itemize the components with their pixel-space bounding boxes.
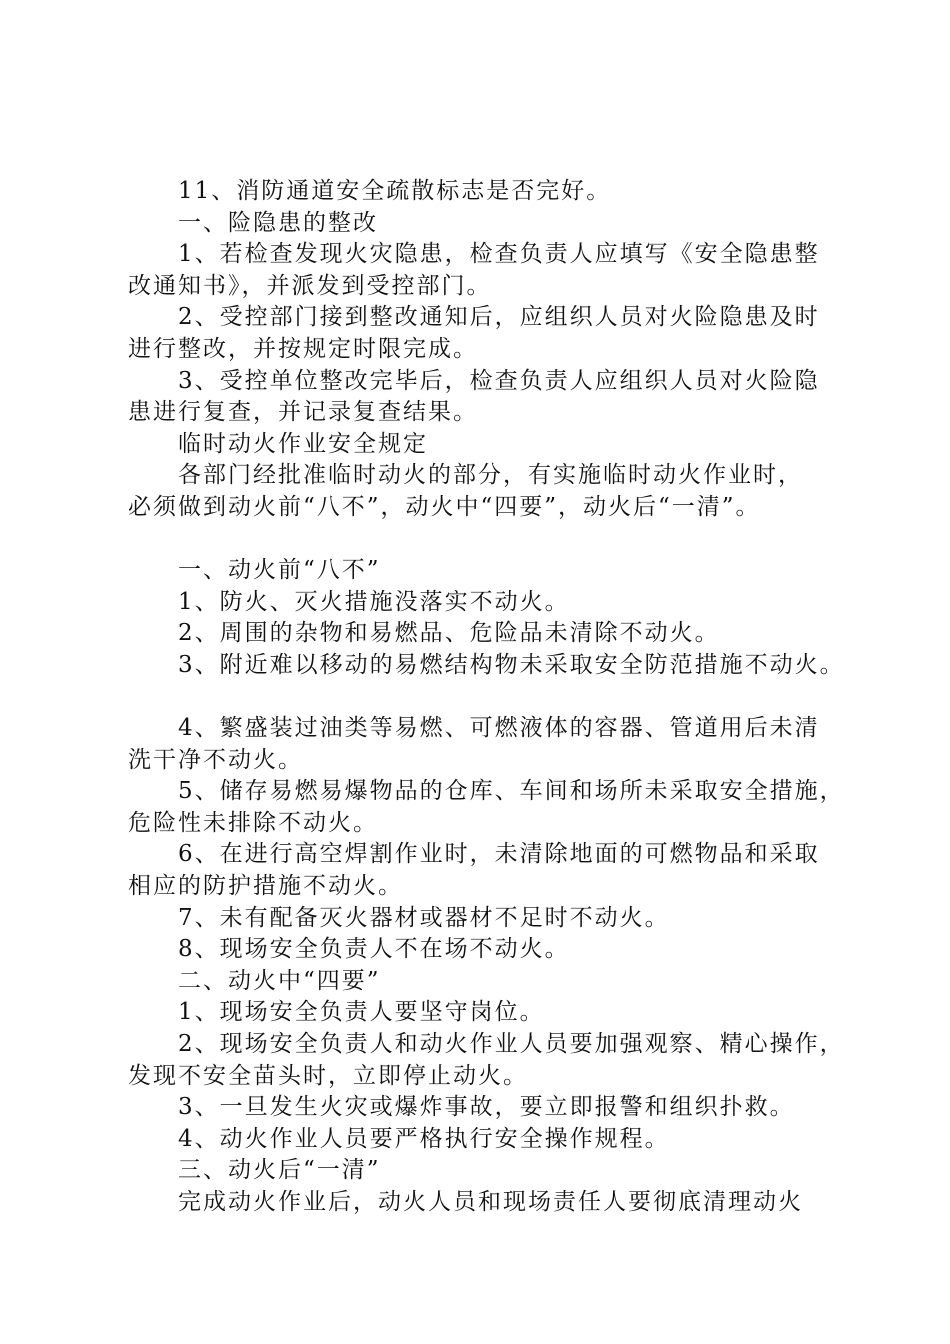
text-line: 相应的防护措施不动火。 <box>128 873 403 900</box>
text-line: 1、若检查发现火灾隐患，检查负责人应填写《安全隐患整 <box>178 241 820 268</box>
text-line: 3、附近难以移动的易燃结构物未采取安全防范措施不动火。 <box>178 651 845 678</box>
text-line: 4、动火作业人员要严格执行安全操作规程。 <box>178 1125 670 1152</box>
text-line: 6、在进行高空焊割作业时，未清除地面的可燃物品和采取 <box>178 841 820 868</box>
text-line: 11、消防通道安全疏散标志是否完好。 <box>178 178 612 204</box>
blank-line <box>128 524 858 556</box>
blank-line <box>128 682 858 714</box>
text-line: 发现不安全苗头时，立即停止动火。 <box>128 1062 528 1089</box>
text-line: 必须做到动火前“八不”，动火中“四要”，动火后“一清”。 <box>128 493 761 520</box>
text-line: 1、防火、灭火措施没落实不动火。 <box>178 588 570 615</box>
text-line: 一、动火前“八不” <box>178 557 381 584</box>
text-line: 3、受控单位整改完毕后，检查负责人应组织人员对火险隐 <box>178 367 820 394</box>
text-line: 患进行复查，并记录复查结果。 <box>128 399 478 426</box>
text-line: 7、未有配备灭火器材或器材不足时不动火。 <box>178 904 670 931</box>
text-line: 改通知书》，并派发到受控部门。 <box>128 272 492 299</box>
text-line: 一、险隐患的整改 <box>178 209 378 236</box>
text-line: 二、动火中“四要” <box>178 967 381 994</box>
text-line: 2、受控部门接到整改通知后，应组织人员对火险隐患及时 <box>178 304 820 331</box>
text-line: 4、繁盛装过油类等易燃、可燃液体的容器、管道用后未清 <box>178 715 820 742</box>
text-line: 8、现场安全负责人不在场不动火。 <box>178 936 570 963</box>
document-body <box>128 176 858 1219</box>
text-line: 洗干净不动火。 <box>128 746 303 773</box>
text-line: 三、动火后“一清” <box>178 1157 381 1184</box>
text-line: 1、现场安全负责人要坚守岗位。 <box>178 999 545 1026</box>
text-line: 3、一旦发生火灾或爆炸事故，要立即报警和组织扑救。 <box>178 1094 795 1121</box>
text-line: 2、现场安全负责人和动火作业人员要加强观察、精心操作， <box>178 1031 845 1058</box>
text-line: 各部门经批准临时动火的部分，有实施临时动火作业时， <box>178 462 803 489</box>
text-line: 临时动火作业安全规定 <box>178 430 428 457</box>
text-line: 危险性未排除不动火。 <box>128 809 378 836</box>
text-line: 2、周围的杂物和易燃品、危险品未清除不动火。 <box>178 620 720 647</box>
text-line: 进行整改，并按规定时限完成。 <box>128 335 478 362</box>
text-line: 完成动火作业后，动火人员和现场责任人要彻底清理动火 <box>178 1189 803 1215</box>
text-line: 5、储存易燃易爆物品的仓库、车间和场所未采取安全措施， <box>178 778 845 805</box>
